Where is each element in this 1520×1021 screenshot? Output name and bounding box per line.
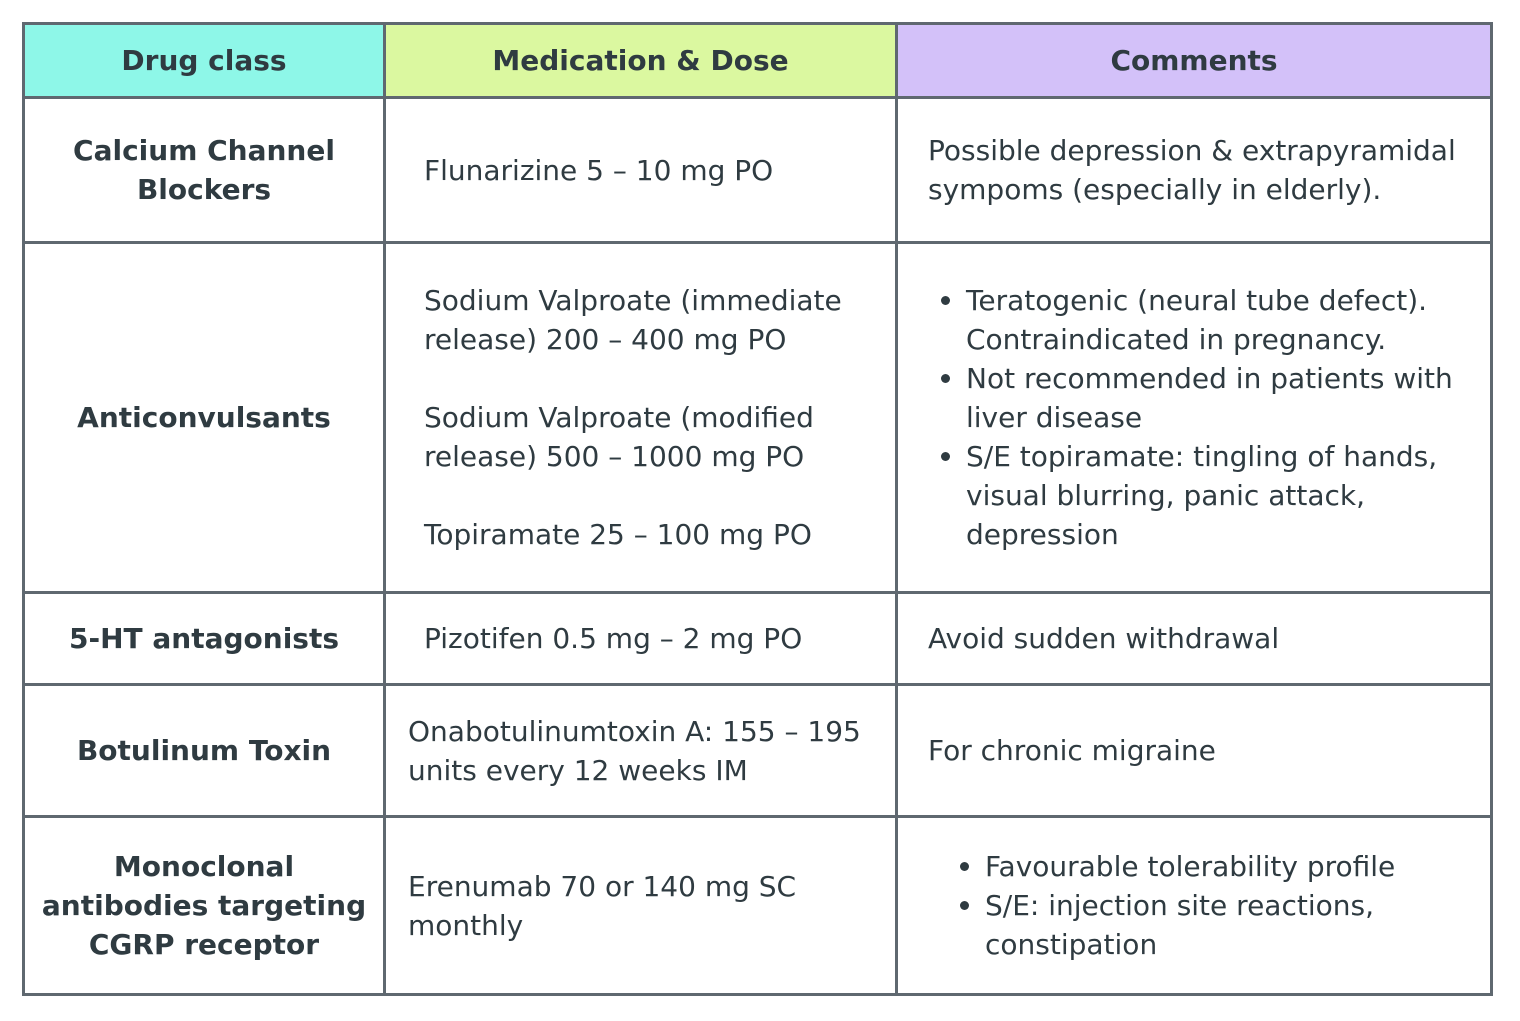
- table-row-1-comment: [898, 99, 1490, 244]
- table-row-2-drug-class: [25, 244, 386, 594]
- comment-bullet: [966, 281, 1468, 359]
- drug-class-label: Anticonvulsants: [77, 401, 331, 434]
- table-row-5-medication: [386, 818, 898, 993]
- comment-bullet-text: Teratogenic (neural tube defect). Contraindicated in pregnancy.: [966, 284, 1428, 356]
- comment-bullet-list: [928, 847, 1468, 964]
- bullet-dot-icon: [960, 862, 969, 871]
- table-row-1-medication: [386, 99, 898, 244]
- header-medication-label: Medication & Dose: [492, 44, 789, 77]
- table-row-2-medication: [386, 244, 898, 594]
- comment-bullet-text: Not recommended in patients with liver disease: [966, 362, 1453, 434]
- comment-bullet-text: Favourable tolerability profile: [985, 850, 1396, 883]
- table-row-1-drug-class: [25, 99, 386, 244]
- comment-bullet: [966, 437, 1468, 554]
- bullet-dot-icon: [941, 296, 950, 305]
- bullet-dot-icon: [960, 901, 969, 910]
- table-row-2-comment: [898, 244, 1490, 594]
- comment-text: Avoid sudden withdrawal: [928, 622, 1280, 655]
- comment-text: For chronic migraine: [928, 734, 1216, 767]
- header-drug-class: [25, 25, 386, 99]
- table-row-4-comment: [898, 686, 1490, 818]
- medication-text: Pizotifen 0.5 mg – 2 mg PO: [424, 622, 803, 655]
- drug-class-label: Calcium Channel Blockers: [73, 134, 335, 206]
- medication-text: Flunarizine 5 – 10 mg PO: [424, 153, 774, 187]
- header-comments-label: Comments: [1110, 44, 1278, 77]
- table-row-3-comment: [898, 594, 1490, 686]
- header-comments: [898, 25, 1490, 99]
- medication-list: [424, 281, 875, 554]
- medication-text: Sodium Valproate (immediate release) 200 – 400 mg PO: [424, 284, 842, 356]
- medication-text: Onabotulinumtoxin A: 155 – 195 units every 12 weeks IM: [408, 714, 861, 787]
- comment-bullet-text: S/E topiramate: tingling of hands, visual blurring, panic attack, depression: [966, 440, 1438, 551]
- drug-class-label: 5-HT antagonists: [68, 622, 340, 655]
- header-medication: [386, 25, 898, 99]
- medication-text: Sodium Valproate (modified release) 500 – 1000 mg PO: [424, 401, 814, 473]
- table-row-4-medication: [386, 686, 898, 818]
- medication-text: Erenumab 70 or 140 mg SC monthly: [408, 869, 797, 942]
- bullet-dot-icon: [941, 452, 950, 461]
- comment-bullet: [985, 847, 1468, 886]
- drug-class-label: Monoclonal antibodies targeting CGRP receptor: [41, 850, 367, 961]
- table-row-5-comment: [898, 818, 1490, 993]
- table-row-3-drug-class: [25, 594, 386, 686]
- comment-bullet-text: S/E: injection site reactions, constipation: [985, 889, 1374, 961]
- bullet-dot-icon: [941, 374, 950, 383]
- header-drug-class-label: Drug class: [121, 44, 287, 77]
- comment-text: Possible depression & extrapyramidal sympoms (especially in elderly).: [928, 134, 1456, 206]
- comment-bullet: [985, 886, 1468, 964]
- table-row-4-drug-class: [25, 686, 386, 818]
- medication-text: Topiramate 25 – 100 mg PO: [424, 518, 812, 551]
- table-row-3-medication: [386, 594, 898, 686]
- comment-bullet-list: [928, 281, 1468, 554]
- migraine-prophylaxis-table: [22, 22, 1493, 996]
- table-row-5-drug-class: [25, 818, 386, 993]
- drug-class-label: Botulinum Toxin: [76, 734, 332, 767]
- comment-bullet: [966, 359, 1468, 437]
